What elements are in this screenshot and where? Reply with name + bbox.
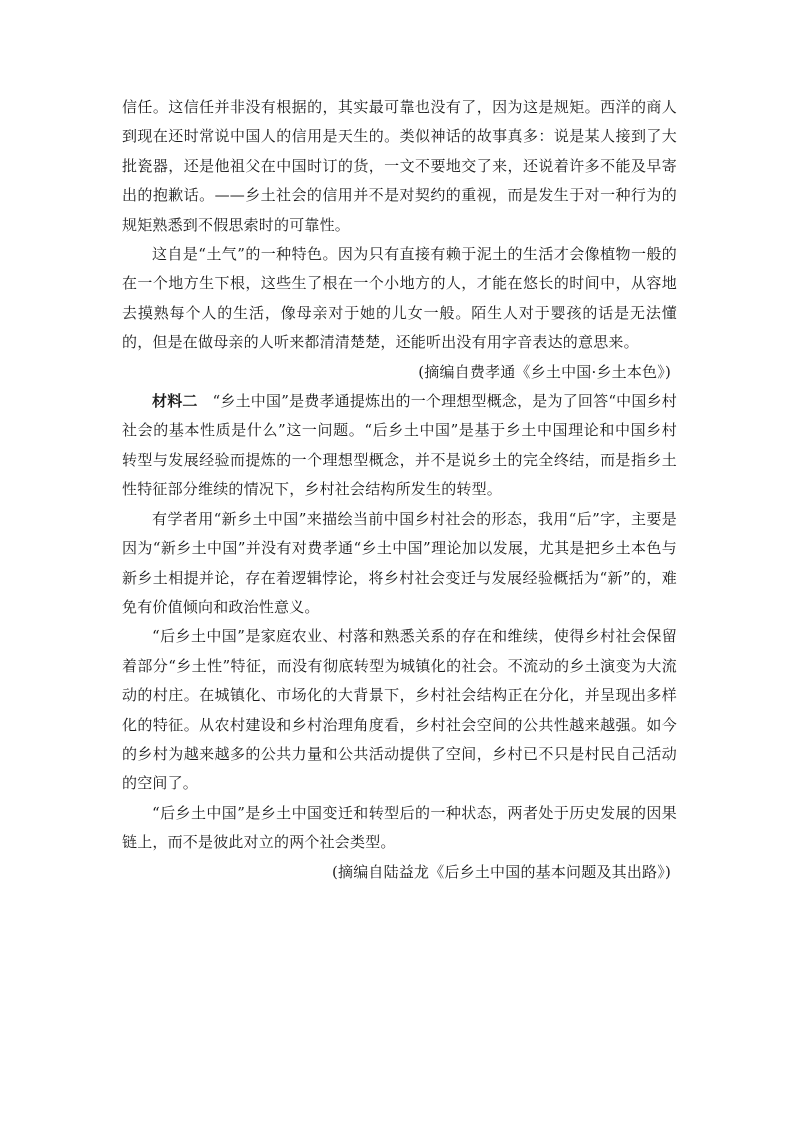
paragraph-1: 信任。这信任并非没有根据的，其实最可靠也没有了，因为这是规矩。西洋的商人到现在还时常说中国人的信用是天生的。类似神话的故事真多：说是某人接到了大批瓷器，还是他祖父在中国时订的货，一文不要地交了来，还说着许多不能及早寄出的抱歉话。——乡土社会的信用并不是对契约的重视，而是发生于对一种行为的规矩熟悉到不假思索时的可靠性。 xyxy=(122,98,677,234)
paragraph-4: 有学者用“新乡土中国”来描绘当前中国乡村社会的形态，我用“后”字，主要是因为“新乡土中国”并没有对费孝通“乡土中国”理论加以发展，尤其是把乡土本色与新乡土相提并论，存在着逻辑悖论，将乡村社会变迁与发展经验概括为“新”的，难免有价值倾向和政治性意义。 xyxy=(122,509,677,616)
paragraph-3-text: “乡土中国”是费孝通提炼出的一个理想型概念，是为了回答“中国乡村社会的基本性质是什么”这一问题。“后乡土中国”是基于乡土中国理论和中国乡村转型与发展经验而提炼的一个理想型概念，并不是说乡土的完全终结，而是指乡土性特征部分维续的情况下，乡村社会结构所发生的转型。 xyxy=(122,392,677,499)
paragraph-5: “后乡土中国”是家庭农业、村落和熟悉关系的存在和维续，使得乡村社会保留着部分“乡土性”特征，而没有彻底转型为城镇化的社会。不流动的乡土演变为大流动的村庄。在城镇化、市场化的大背景下，乡村社会结构正在分化，并呈现出多样化的特征。从农村建设和乡村治理角度看，乡村社会空间的公共性越来越强。如今的乡村为越来越多的公共力量和公共活动提供了空间，乡村已不只是村民自己活动的空间了。 xyxy=(122,627,677,793)
source-citation-2: (摘编自陆益龙《后乡土中国的基本问题及其出路》) xyxy=(331,862,671,881)
material-two-label: 材料二 xyxy=(152,392,198,411)
paragraph-3 xyxy=(122,387,677,505)
paragraph-6: “后乡土中国”是乡土中国变迁和转型后的一种状态，两者处于历史发展的因果链上，而不是彼此对立的两个社会类型。 xyxy=(122,803,677,852)
source-citation-1: (摘编自费孝通《乡土中国·乡土本色》) xyxy=(418,362,671,381)
article-body xyxy=(122,93,677,887)
paragraph-2: 这自是“土气”的一种特色。因为只有直接有赖于泥土的生活才会像植物一般的在一个地方生下根，这些生了根在一个小地方的人，才能在悠长的时间中，从容地去摸熟每个人的生活，像母亲对于她的儿女一般。陌生人对于婴孩的话是无法懂的，但是在做母亲的人听来都清清楚楚，还能听出没有用字音表达的意思来。 xyxy=(122,245,677,352)
